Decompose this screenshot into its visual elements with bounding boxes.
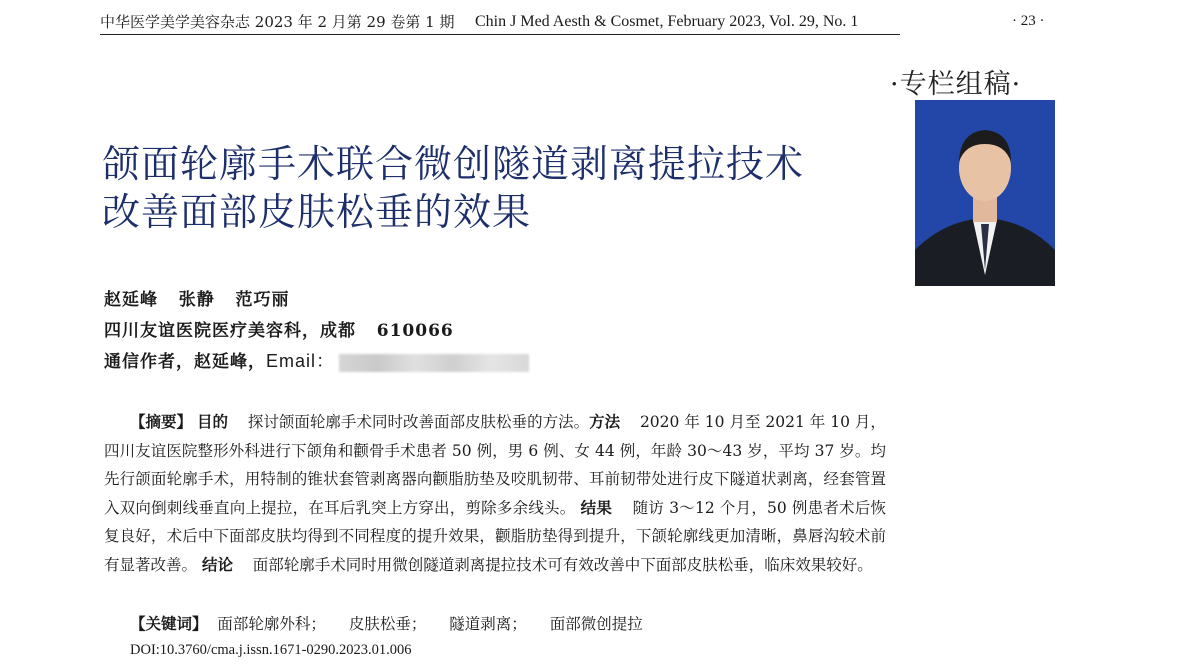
abstract-label: 【摘要】 — [130, 412, 193, 431]
keyword-item: 面部微创提拉 — [549, 615, 643, 633]
journal-en: Chin J Med Aesth & Cosmet, February 2023, Vol. 29, No. 1 — [475, 13, 859, 30]
page-number: · 23 · — [1012, 13, 1045, 29]
keyword-item: 面部轮廓外科； — [217, 615, 326, 633]
authors: 赵延峰 张静 范巧丽 — [104, 290, 290, 310]
methods-label: 方法 — [589, 412, 621, 431]
keywords — [130, 612, 661, 634]
affiliation: 四川友谊医院医疗美容科，成都 610066 — [104, 321, 454, 341]
correspondence-prefix: 通信作者，赵延峰， — [104, 352, 266, 372]
objective-label: 目的 — [197, 412, 229, 431]
results-label: 结果 — [580, 497, 613, 517]
results-text: 随访 3～12 个月，50 例患者术后恢复良好，术后中下面部皮肤均得到不同程度的提升效果，颧脂肪垫得到提升，下颌轮廓线更加清晰，鼻唇沟较术前有显著改善。 — [104, 498, 886, 574]
abstract — [104, 408, 886, 579]
keywords-label: 【关键词】 — [130, 614, 208, 633]
conclusion-text: 面部轮廓手术同时用微创隧道剥离提拉技术可有效改善中下面部皮肤松垂，临床效果较好。 — [252, 555, 873, 574]
title-line-2: 改善面部皮肤松垂的效果 — [102, 190, 532, 234]
objective-text: 探讨颌面轮廓手术同时改善面部皮肤松垂的方法。 — [247, 413, 590, 431]
email-label: Email： — [266, 351, 336, 371]
title-line-1: 颌面轮廓手术联合微创隧道剥离提拉技术 — [102, 142, 805, 186]
methods-text: 2020 年 10 月至 2021 年 10 月，四川友谊医院整形外科进行下颌角和颧骨手术患者 50 例，男 6 例、女 44 例，年龄 30～43 岁，平均 37 岁。均先行颌面轮廓手术，用特制的锥状套管剥离器向颧脂肪垫及咬肌韧带、耳前韧带处进行皮下隧道状剥离，经套管置入双向倒刺线垂直向上提拉，在耳后乳突上方穿出，剪除多余线头。 — [104, 413, 886, 517]
author-photo — [915, 100, 1055, 286]
redacted-email — [339, 354, 529, 372]
author-portrait-image — [915, 100, 1055, 286]
conclusion-label: 结论 — [201, 554, 233, 574]
journal-cn: 中华医学美学美容杂志 2023 年 2 月第 29 卷第 1 期 — [100, 13, 455, 31]
running-header — [100, 12, 900, 35]
correspondence — [104, 347, 529, 373]
keyword-item: 隧道剥离； — [449, 615, 527, 633]
article-title — [102, 140, 902, 236]
keyword-item: 皮肤松垂； — [348, 615, 427, 633]
column-tag: ·专栏组稿· — [890, 69, 1022, 100]
doi: DOI:10.3760/cma.j.issn.1671-0290.2023.01.006 — [130, 642, 412, 658]
